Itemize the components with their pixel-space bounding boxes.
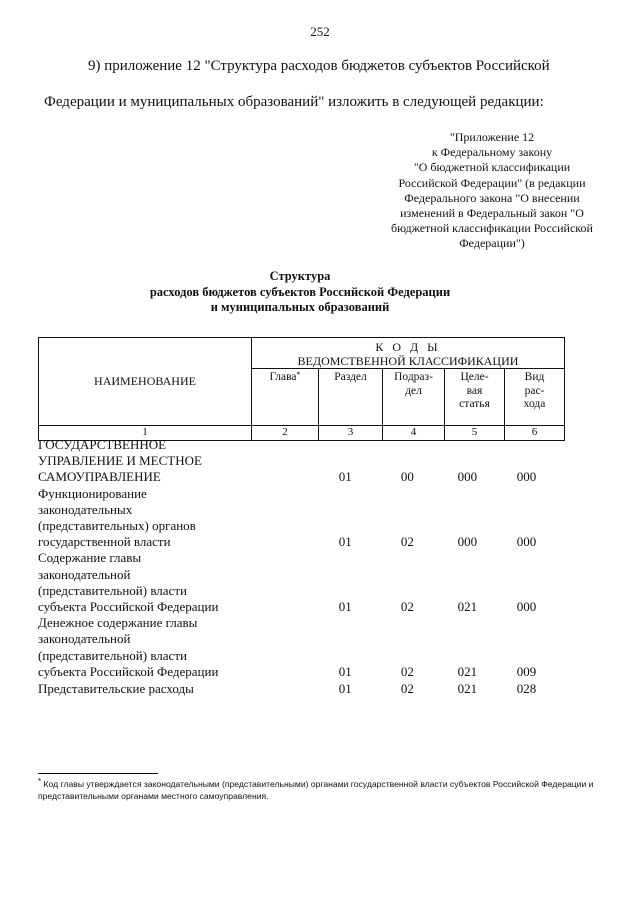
row-name-line: УПРАВЛЕНИЕ И МЕСТНОЕ (38, 453, 202, 469)
header-celevaya-line: Целе- (460, 371, 489, 383)
codes-table-header (38, 337, 565, 441)
footnote-text: Код главы утверждается законодательными (представительными) органами государственной власти субъектов Российской Федерации и представительными органами местного самоуправления. (38, 779, 594, 801)
header-glava (252, 369, 319, 426)
header-glava-label: Глава (269, 371, 297, 383)
intro-line-1: 9) приложение 12 "Структура расходов бюджетов субъектов Российской (88, 58, 550, 74)
header-vid (505, 369, 565, 426)
row-name (38, 550, 248, 615)
row-name-line: ГОСУДАРСТВЕННОЕ (38, 437, 167, 452)
row-celevaya: 000 (457, 534, 478, 550)
row-name-line: Денежное содержание главы (38, 615, 198, 631)
column-number: 2 (252, 426, 319, 441)
row-podrazdel: 02 (400, 534, 414, 550)
table-row (38, 437, 556, 486)
row-name (38, 437, 248, 486)
row-razdel: 01 (338, 469, 352, 485)
header-razdel: Раздел (319, 369, 383, 426)
column-number: 3 (319, 426, 383, 441)
row-celevaya: 021 (457, 599, 478, 615)
header-podrazdel-line: Подраз- (394, 371, 433, 383)
appendix-note-line: бюджетной классификации Российской (391, 221, 593, 236)
row-vid: 000 (516, 469, 537, 485)
row-name-line: САМОУПРАВЛЕНИЕ (38, 469, 161, 485)
header-codes-line-1: К О Д Ы (375, 340, 441, 354)
header-podrazdel-line: дел (405, 384, 422, 397)
appendix-note-line: "Приложение 12 (449, 130, 535, 144)
row-vid: 028 (516, 681, 537, 697)
appendix-note-line: "О бюджетной классификации (413, 160, 571, 175)
page-number: 252 (310, 24, 330, 39)
row-podrazdel: 02 (400, 681, 414, 697)
table-body (38, 437, 556, 697)
table-row (38, 486, 556, 551)
row-name-line: Функционирование (38, 485, 147, 501)
title-line-2: расходов бюджетов субъектов Российской Федерации (149, 284, 451, 299)
appendix-note (378, 130, 606, 252)
row-razdel: 01 (338, 663, 352, 679)
appendix-note-line: изменений в Федеральный закон "О (400, 206, 584, 221)
column-number: 1 (39, 426, 252, 441)
row-razdel: 01 (338, 534, 352, 550)
header-celevaya-line: статья (459, 398, 490, 410)
row-name-line: законодательной (38, 631, 131, 647)
header-podrazdel (383, 369, 445, 426)
header-glava-footnote-mark: * (296, 370, 301, 379)
row-podrazdel: 00 (400, 469, 414, 485)
row-vid: 000 (516, 599, 537, 615)
row-vid: 000 (516, 534, 537, 550)
row-vid: 009 (516, 663, 537, 679)
footnote-separator (38, 773, 158, 774)
row-razdel: 01 (338, 681, 352, 697)
row-celevaya: 000 (457, 469, 478, 485)
header-celevaya-line: вая (466, 384, 483, 397)
header-celevaya (445, 369, 505, 426)
title-line-3: и муниципальных образований (210, 300, 390, 314)
row-name (38, 615, 248, 680)
title-line-1: Структура (269, 269, 331, 283)
row-name-line: субъекта Российской Федерации (38, 663, 219, 679)
header-vid-line: Вид (524, 371, 545, 383)
table-row (38, 615, 556, 680)
intro-line-2: Федерации и муниципальных образований" изложить в следующей редакции: (44, 94, 544, 110)
row-name (38, 681, 248, 697)
header-name: НАИМЕНОВАНИЕ (39, 338, 252, 426)
row-name (38, 486, 248, 551)
column-number: 6 (505, 426, 565, 441)
row-name-line: Представительские расходы (38, 681, 194, 697)
row-name-line: Содержание главы (38, 550, 142, 566)
row-celevaya: 021 (457, 663, 478, 679)
row-celevaya: 021 (457, 681, 478, 697)
row-podrazdel: 02 (400, 663, 414, 679)
row-razdel: 01 (338, 599, 352, 615)
appendix-note-line: Федерального закона "О внесении (404, 190, 580, 205)
appendix-note-line: Российской Федерации" (в редакции (398, 175, 586, 190)
row-name-line: законодательных (38, 501, 133, 517)
table-row (38, 550, 556, 615)
header-vid-line: рас- (524, 384, 545, 397)
row-name-line: (представительной) власти (38, 647, 187, 663)
footnote-mark: * (38, 777, 42, 786)
row-name-line: субъекта Российской Федерации (38, 599, 219, 615)
row-name-line: (представительной) власти (38, 582, 187, 598)
column-number: 4 (383, 426, 445, 441)
header-codes-line-2: ВЕДОМСТВЕННОЙ КЛАССИФИКАЦИИ (297, 353, 519, 368)
appendix-note-line: Федерации") (459, 236, 525, 251)
row-podrazdel: 02 (400, 599, 414, 615)
footnote (38, 778, 598, 802)
column-number: 5 (445, 426, 505, 441)
header-codes (252, 338, 565, 369)
document-title (0, 269, 600, 316)
row-name-line: (представительных) органов (38, 518, 196, 534)
row-name-line: законодательной (38, 566, 131, 582)
row-name-line: государственной власти (38, 534, 171, 550)
appendix-note-line: к Федеральному закону (431, 145, 553, 160)
header-vid-line: хода (523, 398, 546, 410)
table-row (38, 681, 556, 697)
